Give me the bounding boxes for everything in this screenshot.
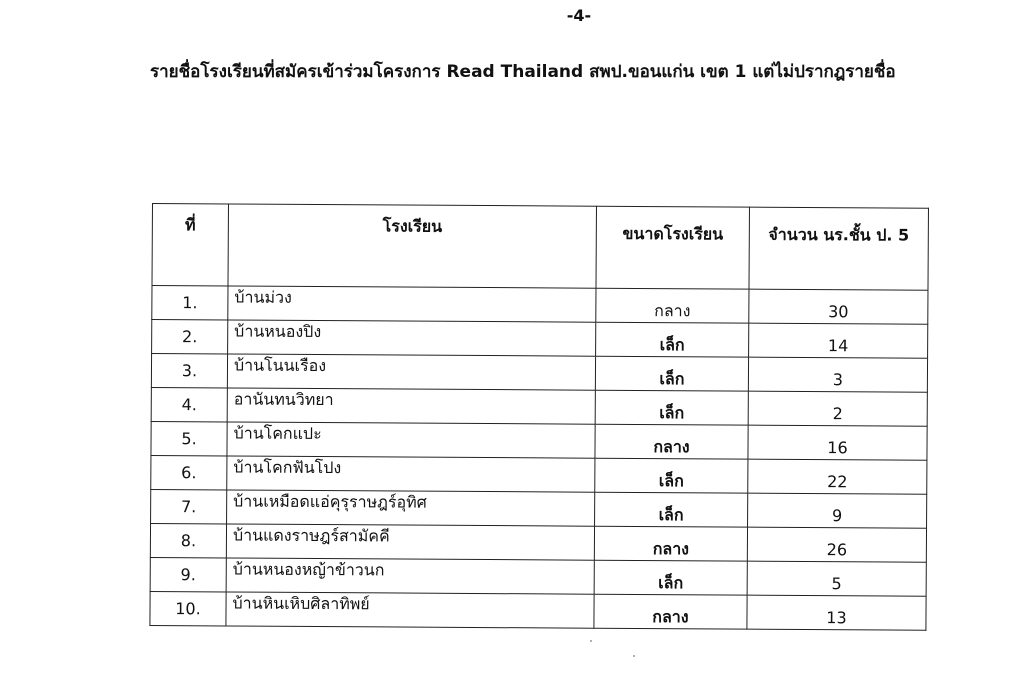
scan-speck: [590, 640, 592, 642]
table-row: [152, 320, 928, 359]
school-name: บ้านโคกฟันโปง: [227, 456, 595, 492]
school-name: บ้านหินเหิบศิลาทิพย์: [226, 592, 594, 628]
row-number: 2.: [152, 320, 228, 354]
school-size: กลาง: [594, 594, 747, 629]
table-row: [152, 286, 928, 325]
row-number: 5.: [151, 421, 227, 455]
header-no: ที่: [152, 204, 228, 286]
school-name: บ้านโคกแปะ: [227, 422, 595, 458]
document-title: รายชื่อโรงเรียนที่สมัครเข้าร่วมโครงการ Read Thailand สพป.ขอนแก่น เขต 1 แต่ไม่ปรากฎรายชื่อ: [150, 62, 896, 82]
table-row: [150, 557, 926, 596]
student-count: 16: [748, 425, 927, 460]
table-row: [150, 523, 926, 562]
row-number: 3.: [151, 354, 227, 388]
student-count: 13: [747, 595, 926, 630]
student-count: 9: [748, 493, 927, 528]
school-name: อานันทนวิทยา: [227, 388, 595, 424]
school-list-table: [149, 203, 929, 631]
row-number: 1.: [152, 286, 228, 320]
student-count: 2: [748, 391, 927, 426]
row-number: 10.: [150, 591, 226, 625]
student-count: 26: [747, 527, 926, 562]
school-size: เล็ก: [595, 356, 748, 391]
student-count: 22: [748, 459, 927, 494]
school-size: เล็ก: [595, 458, 748, 493]
table-row: [151, 354, 927, 393]
header-count: จำนวน นร.ชั้น ป. 5: [749, 207, 928, 290]
school-size: กลาง: [595, 424, 748, 459]
row-number: 7.: [151, 489, 227, 523]
table-row: [151, 387, 927, 426]
school-size: เล็ก: [594, 560, 747, 595]
student-count: 3: [748, 357, 927, 392]
table-row: [151, 421, 927, 460]
school-name: บ้านม่วง: [228, 286, 596, 322]
school-name: บ้านโนนเรือง: [227, 354, 595, 390]
school-size: กลาง: [596, 288, 749, 323]
row-number: 4.: [151, 387, 227, 421]
student-count: 30: [749, 289, 928, 324]
school-size: เล็ก: [595, 492, 748, 527]
table-header-row: [152, 204, 928, 291]
header-size: ขนาดโรงเรียน: [596, 206, 749, 289]
row-number: 8.: [150, 523, 226, 557]
row-number: 6.: [151, 455, 227, 489]
page-number: -4-: [566, 6, 592, 25]
school-name: บ้านหนองปิง: [228, 320, 596, 356]
school-name: บ้านเหมือดแอ่คุรุราษฎร์อุทิศ: [227, 490, 595, 526]
student-count: 5: [747, 561, 926, 596]
table-row: [151, 455, 927, 494]
header-school: โรงเรียน: [228, 204, 596, 288]
table-row: [151, 489, 927, 528]
school-size: กลาง: [594, 526, 747, 561]
scan-speck: [633, 655, 635, 657]
school-name: บ้านแดงราษฎร์สามัคคี: [226, 524, 594, 560]
table-row: [150, 591, 926, 630]
school-name: บ้านหนองหญ้าข้าวนก: [226, 558, 594, 594]
row-number: 9.: [150, 557, 226, 591]
school-size: เล็ก: [596, 322, 749, 357]
student-count: 14: [749, 323, 928, 358]
school-size: เล็ก: [595, 390, 748, 425]
